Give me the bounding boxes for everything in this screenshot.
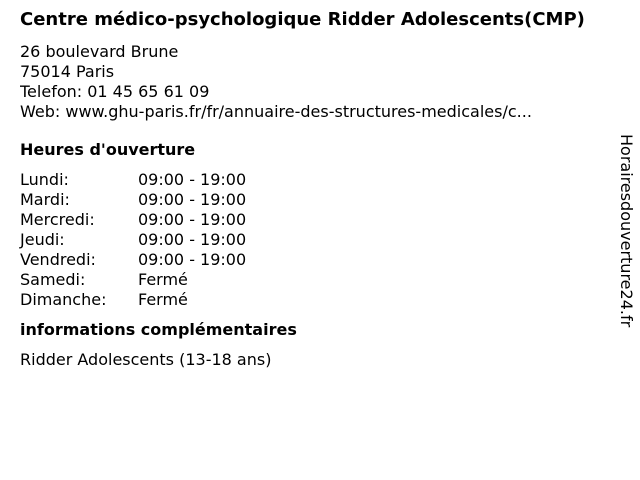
day-label: Mardi:: [20, 190, 70, 209]
address-block: [20, 42, 610, 122]
hours-row-wednesday: [20, 210, 246, 230]
hours-row-saturday: [20, 270, 246, 290]
time-range: 09:00 - 19:00: [138, 250, 247, 269]
day-label: Lundi:: [20, 170, 69, 189]
opening-hours-table: [20, 170, 246, 310]
hours-row-tuesday: [20, 190, 246, 210]
page-title: Centre médico-psychologique Ridder Adolescents(CMP): [20, 9, 585, 30]
day-label: Dimanche:: [20, 290, 107, 309]
time-range: 09:00 - 19:00: [138, 170, 247, 189]
hours-row-thursday: [20, 230, 246, 250]
day-label: Mercredi:: [20, 210, 95, 229]
day-label: Vendredi:: [20, 250, 96, 269]
additional-info-text: Ridder Adolescents (13-18 ans): [20, 350, 272, 369]
time-range: 09:00 - 19:00: [138, 210, 247, 229]
phone-number: Telefon: 01 45 65 61 09: [20, 82, 210, 101]
business-card: [20, 9, 610, 370]
day-label: Samedi:: [20, 270, 86, 289]
time-range: 09:00 - 19:00: [138, 190, 247, 209]
hours-row-monday: [20, 170, 246, 190]
additional-info-heading: informations complémentaires: [20, 320, 297, 339]
street-address: 26 boulevard Brune: [20, 42, 179, 61]
hours-row-sunday: [20, 290, 246, 310]
day-label: Jeudi:: [20, 230, 65, 249]
hours-row-friday: [20, 250, 246, 270]
time-range: Fermé: [138, 270, 188, 289]
time-range: Fermé: [138, 290, 188, 309]
site-watermark: Horairesdouverture24.fr: [617, 134, 636, 328]
time-range: 09:00 - 19:00: [138, 230, 247, 249]
website-link[interactable]: Web: www.ghu-paris.fr/fr/annuaire-des-structures-medicales/c...: [20, 102, 532, 121]
city-postcode: 75014 Paris: [20, 62, 115, 81]
opening-hours-heading: Heures d'ouverture: [20, 140, 196, 159]
